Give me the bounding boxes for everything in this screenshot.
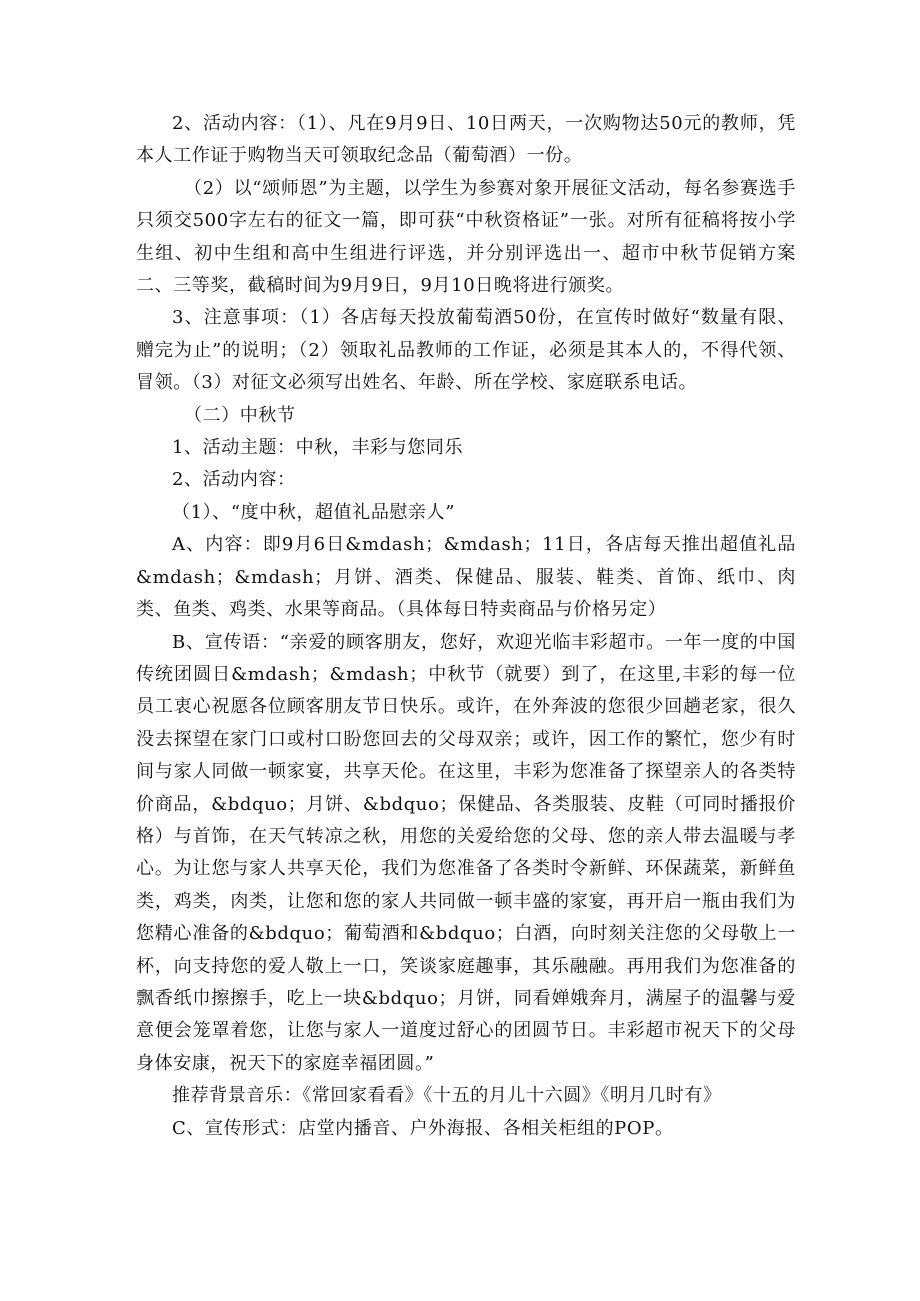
paragraph-activity-theme: 1、活动主题：中秋，丰彩与您同乐 xyxy=(172,437,464,459)
paragraph-promotion-form-c: C、宣传形式：店堂内播音、户外海报、各相关柜组的POP。 xyxy=(172,1117,674,1139)
document-body xyxy=(136,108,796,1145)
paragraph-teacher-gift: 2、活动内容：（1）、凡在9月9日、10日两天，一次购物达50元的教师，凭本人工作证于购物当天可领取纪念品（葡萄酒）一份。 xyxy=(136,113,796,167)
paragraph-background-music: 推荐背景音乐：《常回家看看》《十五的月儿十六圆》《明月几时有》 xyxy=(172,1085,722,1107)
paragraph-essay-contest: （2）以“颂师恩”为主题，以学生为参赛对象开展征文活动，每名参赛选手只须交500字左右的征文一篇，即可获“中秋资格证”一张。对所有征稿将按小学生组、初中生组和高中生组进行评选，并分别评选出一、超市中秋节促销方案二、三等奖，截稿时间为9月9日，9月10日晚将进行颁奖。 xyxy=(136,177,796,297)
section-heading-mid-autumn: （二）中秋节 xyxy=(184,404,296,426)
paragraph-notes: 3、注意事项：（1）各店每天投放葡萄酒50份，在宣传时做好“数量有限、赠完为止”的说明；（2）领取礼品教师的工作证，必须是其本人的，不得代领、冒领。（3）对征文必须写出姓名、年龄、所在学校、家庭联系电话。 xyxy=(136,307,796,394)
paragraph-slogan-b: B、宣传语：“亲爱的顾客朋友，您好，欢迎光临丰彩超市。一年一度的中国传统团圆日&mdash；&mdash；中秋节（就要）到了，在这里,丰彩的每一位员工衷心祝愿各位顾客朋友节日快乐。或许，在外奔波的您很少回趟老家，很久没去探望在家门口或村口盼您回去的父母双亲；或许，因工作的繁忙，您少有时间与家人同做一顿家宴，共享天伦。在这里，丰彩为您准备了探望亲人的各类特价商品，&bdquo；月饼、&bdquo；保健品、各类服装、皮鞋（可同时播报价格）与首饰，在天气转凉之秋，用您的关爱给您的父母、您的亲人带去温暖与孝心。为让您与家人共享天伦，我们为您准备了各类时令新鲜、环保蔬菜，新鲜鱼类，鸡类，肉类，让您和您的家人共同做一顿丰盛的家宴，再开启一瓶由我们为您精心准备的&bdquo；葡萄酒和&bdquo；白酒，向时刻关注您的父母敬上一杯，向支持您的爱人敬上一口，笑谈家庭趣事，其乐融融。再用我们为您准备的飘香纸巾擦擦手，吃上一块&bdquo；月饼，同看婵娥奔月，满屋子的温馨与爱意便会笼罩着您，让您与家人一道度过舒心的团圆节日。丰彩超市祝天下的父母身体安康，祝天下的家庭幸福团圆。” xyxy=(136,631,796,1074)
paragraph-content-a: A、内容：即9月6日&mdash；&mdash；11日，各店每天推出超值礼品&mdash；&mdash；月饼、酒类、保健品、服装、鞋类、首饰、纸巾、肉类、鱼类、鸡类、水果等商品。（具体每日特卖商品与价格另定） xyxy=(136,534,796,621)
paragraph-activity-subtitle: （1）、“度中秋，超值礼品慰亲人” xyxy=(172,501,456,523)
paragraph-activity-content-label: 2、活动内容： xyxy=(172,469,296,491)
